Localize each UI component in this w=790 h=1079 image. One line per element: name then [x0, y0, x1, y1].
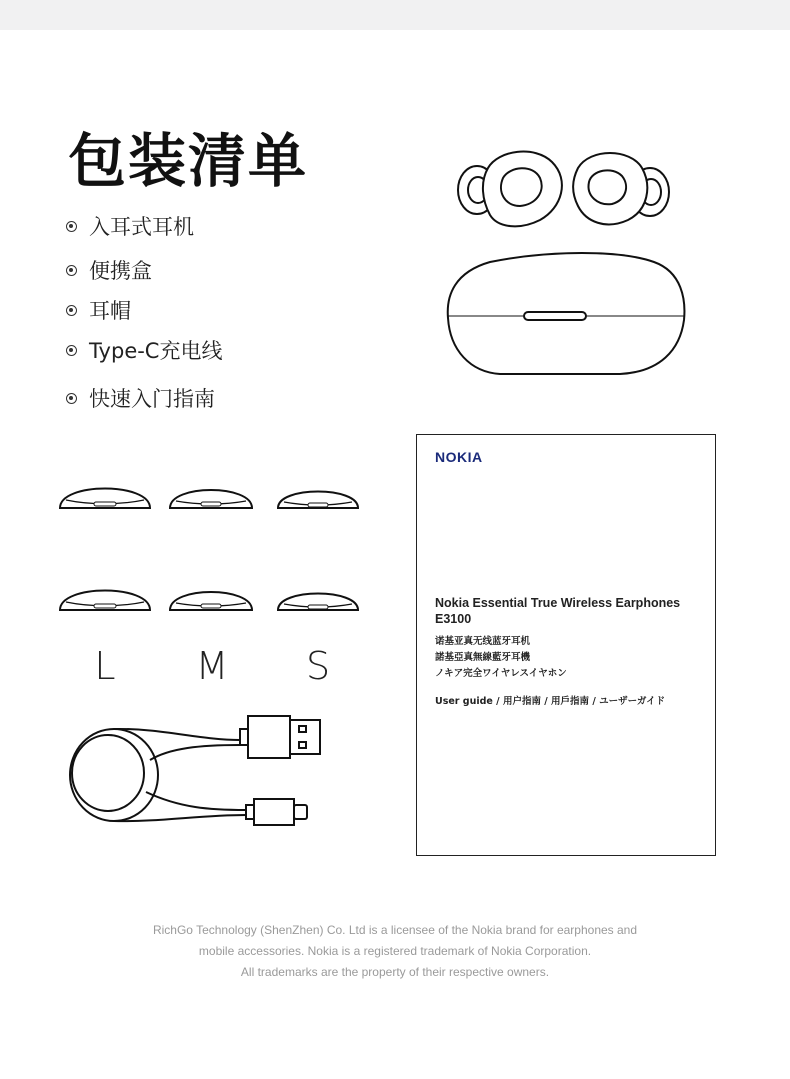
- bullet-icon: [66, 393, 77, 404]
- page-title: 包装清单: [68, 127, 309, 195]
- size-label-s: S: [305, 644, 331, 688]
- ear-tip-l-top-icon: [60, 489, 150, 509]
- list-item-case: [66, 255, 152, 285]
- list-item-quick-guide: [66, 383, 215, 413]
- list-item-label: 耳帽: [89, 299, 131, 323]
- manual-user-guide-label: User guide / 用户指南 / 用戶指南 / ユーザーガイド: [435, 696, 666, 707]
- charging-case-icon: [448, 253, 685, 374]
- ear-tip-s-top-icon: [278, 492, 358, 509]
- manual-title: [435, 595, 705, 627]
- ear-tip-s-bottom-icon: [278, 594, 358, 611]
- top-band: [0, 0, 790, 30]
- list-item-cable: [66, 335, 222, 365]
- quick-start-guide-booklet: [416, 434, 716, 856]
- footer-line1: RichGo Technology (ShenZhen) Co. Ltd is a licensee of the Nokia brand for earphones and: [152, 923, 638, 937]
- list-item-label: 便携盒: [89, 259, 152, 283]
- bullet-icon: [66, 305, 77, 316]
- right-earbud-icon: [573, 153, 669, 224]
- manual-title-line1: Nokia Essential True Wireless Earphones: [435, 596, 681, 610]
- list-item-label: 入耳式耳机: [89, 215, 194, 239]
- ear-tip-l-bottom-icon: [60, 591, 150, 611]
- ear-tip-m-top-icon: [170, 490, 252, 508]
- list-item-earphones: [66, 211, 194, 241]
- nokia-logo: NOKIA: [435, 449, 483, 465]
- bullet-icon: [66, 221, 77, 232]
- footer-line3: All trademarks are the property of their respective owners.: [240, 965, 550, 979]
- list-item-label: Type-C充电线: [89, 339, 223, 363]
- bullet-icon: [66, 345, 77, 356]
- manual-name-jp: ノキア完全ワイヤレスイヤホン: [435, 668, 567, 679]
- left-earbud-icon: [458, 152, 562, 227]
- size-label-m: M: [195, 644, 229, 688]
- manual-name-cn-simplified: 诺基亚真无线蓝牙耳机: [435, 636, 531, 647]
- footer-line2: mobile accessories. Nokia is a registered trademark of Nokia Corporation.: [198, 944, 592, 958]
- list-item-label: 快速入门指南: [89, 387, 215, 411]
- manual-title-line2: E3100: [435, 612, 472, 626]
- bullet-icon: [66, 265, 77, 276]
- ear-tip-m-bottom-icon: [170, 592, 252, 610]
- list-item-ear-tips: [66, 295, 131, 325]
- size-label-l: L: [94, 644, 116, 688]
- manual-name-cn-traditional: 諾基亞真無線藍牙耳機: [435, 652, 531, 663]
